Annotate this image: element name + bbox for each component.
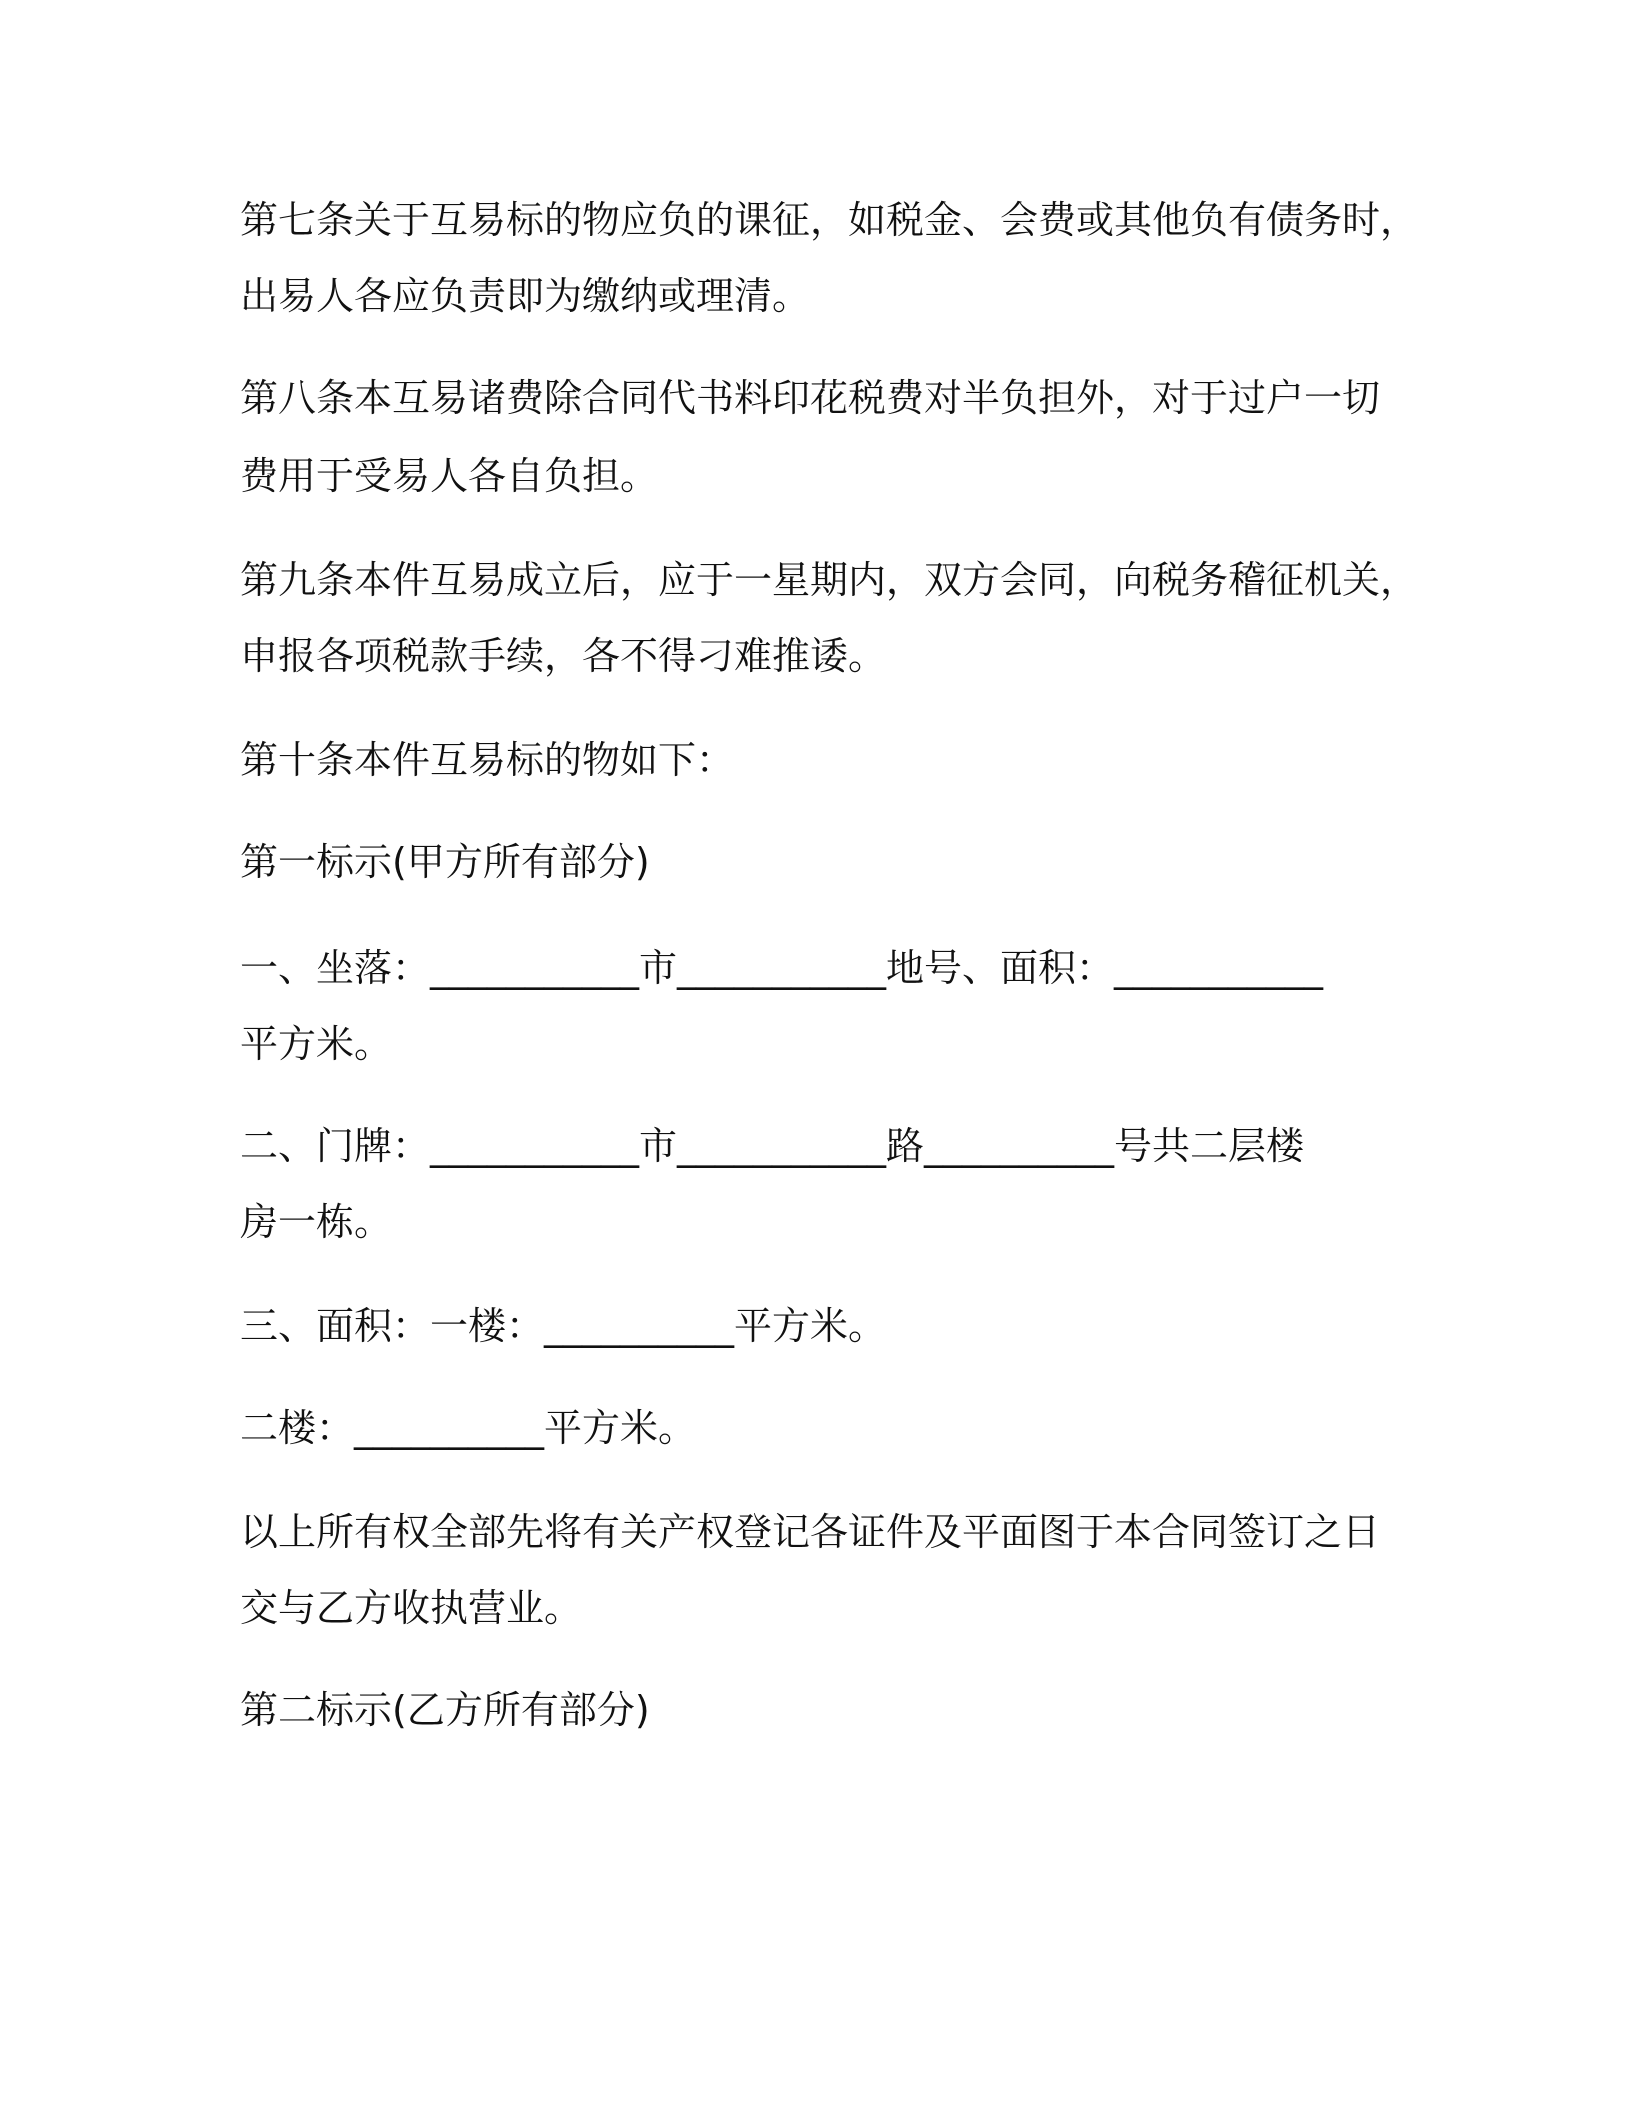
first-listing-heading: 第一标示(甲方所有部分) [240,840,650,884]
article-8-line-2: 费用于受易人各自负担。 [240,454,659,498]
article-8-line-1: 第八条本互易诸费除合同代书料印花税费对半负担外，对于过户一切 [240,376,1381,420]
article-7-line-1: 第七条关于互易标的物应负的课征，如税金、会费或其他负有债务时， [240,198,1419,242]
ownership-line-1: 以上所有权全部先将有关产权登记各证件及平面图于本合同签订之日 [240,1510,1381,1554]
article-9-line-2: 申报各项税款手续，各不得刁难推诿。 [240,634,887,678]
location-line-2: 平方米。 [240,1022,393,1066]
location-line-1: 一、坐落：___________市___________地号、面积：___________ [240,946,1324,990]
ownership-line-2: 交与乙方收执营业。 [240,1586,583,1630]
area-first-floor: 三、面积：一楼：__________平方米。 [240,1304,887,1348]
article-7-line-2: 出易人各应负责即为缴纳或理清。 [240,274,811,318]
doorplate-line-2: 房一栋。 [240,1200,393,1244]
area-second-floor: 二楼：__________平方米。 [240,1406,697,1450]
doorplate-line-1: 二、门牌：___________市___________路__________号共二层楼 [240,1124,1305,1168]
second-listing-heading: 第二标示(乙方所有部分) [240,1688,650,1732]
article-10-heading: 第十条本件互易标的物如下： [240,738,735,782]
article-9-line-1: 第九条本件互易成立后，应于一星期内，双方会同，向税务稽征机关， [240,558,1419,602]
